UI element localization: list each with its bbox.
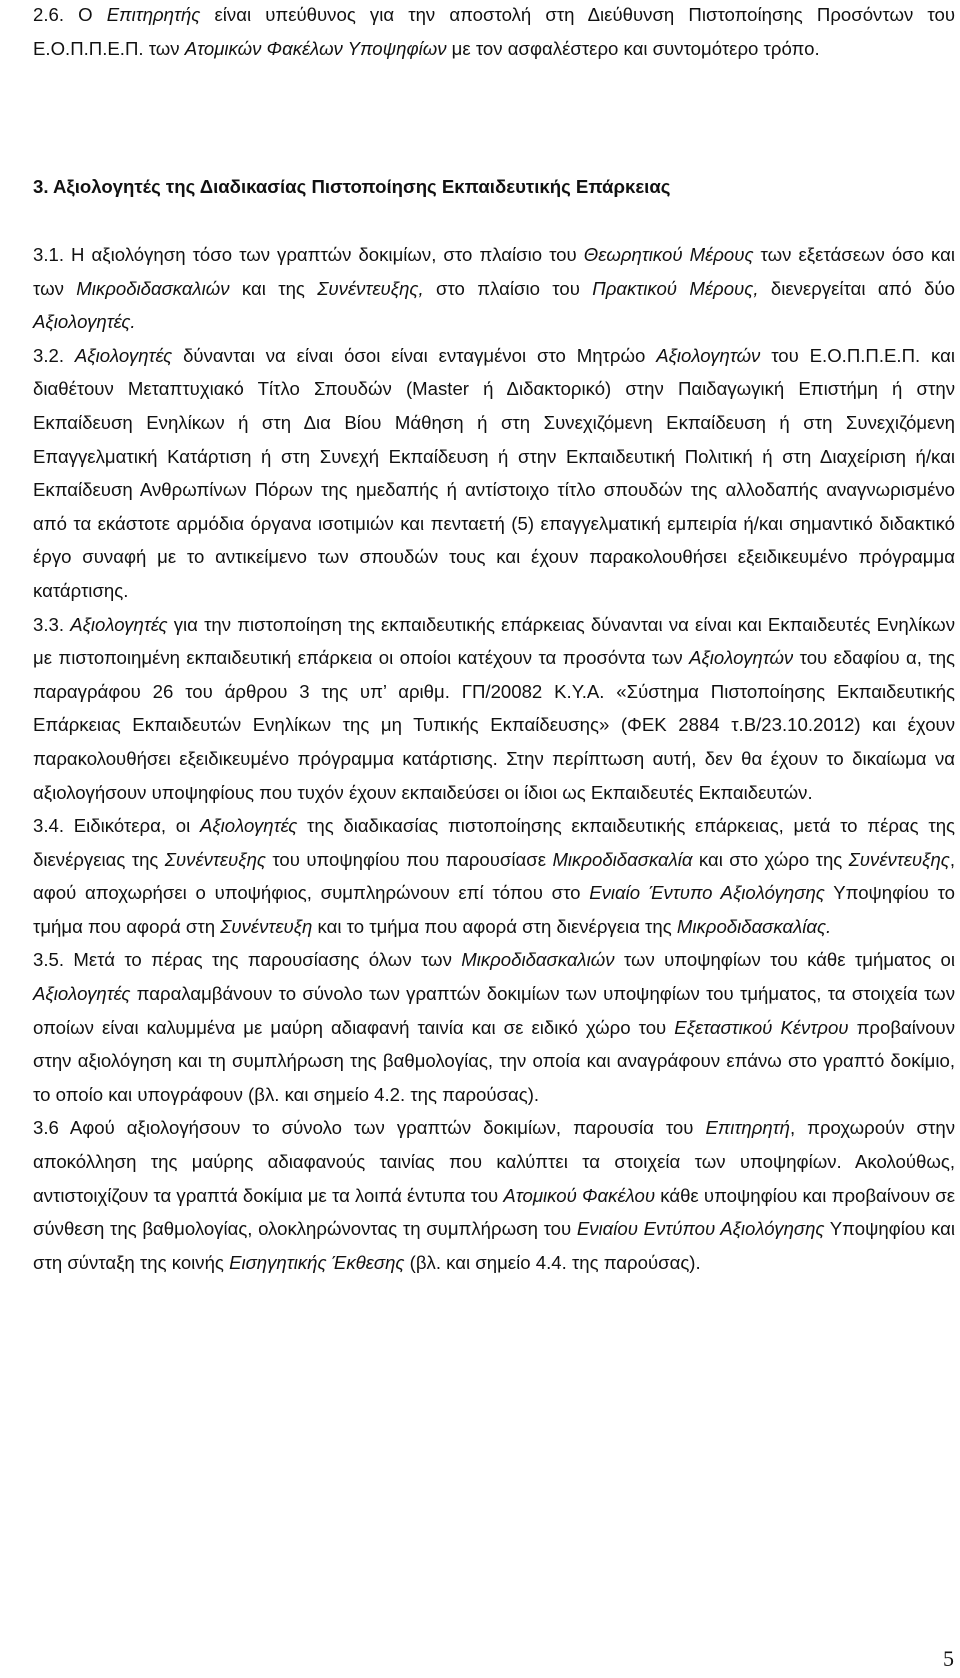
text-run: 3.3. — [33, 613, 71, 635]
italic-text-run: Ατομικού Φακέλου — [503, 1184, 656, 1206]
text-run: , αφού αποχωρήσει ο υποψήφιος, συμπληρώνουν επί τόπου στο — [33, 848, 955, 904]
italic-text-run: Ενιαίο Έντυπο Αξιολόγησης — [589, 882, 825, 904]
text-run: 3.6 Αφού αξιολογήσουν το σύνολο των γραπτών δοκιμίων, παρουσία του — [33, 1117, 706, 1139]
italic-text-run: Αξιολογητές — [74, 344, 173, 366]
text-run: προβαίνουν στην αξιολόγηση και τη συμπλήρωση της βαθμολογίας, την οποία και αναγράφουν επάνω στο γραπτό δοκίμιο, το οποίο και υπογράφουν (βλ. και σημείο 4.2. της παρούσας). — [33, 1016, 956, 1105]
page-number: 5 — [943, 1646, 954, 1671]
text-run: Υποψηφίου το τμήμα που αφορά στη — [33, 882, 955, 937]
text-run: είναι υπεύθυνος για την αποστολή στη Διεύθυνση Πιστοποίησης Προσόντων του Ε.Ο.Π.Π.Ε.Π. των — [33, 4, 955, 59]
italic-text-run: Μικροδιδασκαλίας. — [676, 915, 832, 937]
italic-text-run: Εισηγητικής Έκθεσης — [229, 1251, 405, 1273]
text-run: 3.4. Ειδικότερα, οι — [33, 815, 200, 837]
italic-text-run: Αξιολογητών — [656, 344, 761, 366]
paragraph-3-6 — [33, 1111, 955, 1279]
text-run: δύνανται να είναι όσοι είναι ενταγμένοι στο Μητρώο — [172, 344, 657, 366]
text-run: Υποψηφίου και στη σύνταξη της κοινής — [33, 1218, 955, 1273]
italic-text-run: Αξιολογητές — [199, 815, 298, 837]
text-run: διενεργείται από δύο — [758, 277, 956, 299]
text-run: και της — [229, 277, 318, 299]
text-run: παραλαμβάνουν το σύνολο των γραπτών δοκιμίων των υποψηφίων του τμήματος, τα στοιχεία των οποίων είναι καλυμμένα με μαύρη αδιαφανή ταινία και σε ειδικό χώρο του — [33, 983, 955, 1038]
text-run: κάθε υποψηφίου και προβαίνουν σε σύνθεση της βαθμολογίας, ολοκληρώνοντας τη συμπλήρωση του — [33, 1184, 955, 1240]
italic-text-run: Αξιολογητές — [70, 613, 168, 635]
italic-text-run: Συνέντευξης, — [317, 277, 424, 299]
text-run: του Ε.Ο.Π.Π.Ε.Π. και διαθέτουν Μεταπτυχιακό Τίτλο Σπουδών (Master ή Διδακτορικό) στην Παιδαγωγική Επιστήμη ή στην Εκπαίδευση Ενηλίκων ή στη Δια Βίου Μάθηση ή στη Συνεχιζόμενη Εκπαίδευση ή στη Συνεχιζόμενη Επαγγελματική Κατάρτιση ή στη Συνεχή Εκπαίδευση ή στην Εκπαιδευτική Πολιτική ή στη Διαχείριση ή/και Εκπαίδευση Ανθρωπίνων Πόρων της ημεδαπής ή αντίστοιχο τίτλο σπουδών της αλλοδαπής αναγνωρισμένο από τα εκάστοτε αρμόδια όργανα ισοτιμιών και πενταετή (5) επαγγελματική εμπειρία ή/και σημαντικό διδακτικό έργο συναφή με το αντικείμενο των σπουδών τους και έχουν παρακολουθήσει εξειδικευμένο πρόγραμμα κατάρτισης. — [33, 344, 955, 601]
text-run: της διαδικασίας πιστοποίησης εκπαιδευτικής επάρκειας, μετά το πέρας της διενέργειας της — [33, 815, 956, 870]
text-run: στο πλαίσιο του — [423, 277, 593, 299]
text-run: 3.5. Μετά το πέρας της παρουσίασης όλων των — [33, 949, 462, 971]
italic-text-run: Πρακτικού Μέρους, — [592, 277, 759, 299]
text-run: και το τμήμα που αφορά στη διενέργεια της — [312, 915, 677, 937]
italic-text-run: Αξιολογητές. — [33, 311, 136, 333]
italic-text-run: Επιτηρητής — [106, 4, 201, 25]
italic-text-run: Επιτηρητή — [705, 1117, 790, 1139]
italic-text-run: Μικροδιδασκαλιών — [461, 949, 615, 971]
paragraph-3-2 — [33, 339, 955, 608]
italic-text-run: Συνέντευξης — [164, 848, 266, 870]
italic-text-run: Συνέντευξης — [848, 848, 950, 870]
text-run: του υποψηφίου που παρουσίασε — [265, 848, 553, 870]
paragraph-2-6 — [33, 0, 955, 65]
italic-text-run: Εξεταστικού Κέντρου — [674, 1016, 849, 1038]
italic-text-run: Ατομικών Φακέλων Υποψηφίων — [184, 37, 447, 59]
text-run: 3.1. Η αξιολόγηση τόσο των γραπτών δοκιμίων, στο πλαίσιο του — [33, 244, 584, 265]
text-run: των υποψηφίων του κάθε τμήματος οι — [614, 949, 955, 971]
italic-text-run: Αξιολογητές — [33, 983, 131, 1005]
text-run: , προχωρούν στην αποκόλληση της μαύρης αδιαφανούς ταινίας που καλύπτει τα στοιχεία των υποψηφίων. Ακολούθως, αντιστοιχίζουν τα γραπτά δοκίμια με τα λοιπά έντυπα του — [33, 1117, 955, 1206]
italic-text-run: Αξιολογητών — [689, 647, 794, 669]
italic-text-run: Μικροδιδασκαλιών — [76, 277, 230, 299]
text-run: του εδαφίου α, της παραγράφου 26 του άρθρου 3 της υπ’ αριθμ. ΓΠ/20082 Κ.Υ.Α. «Σύστημα Πιστοποίησης Εκπαιδευτικής Επάρκειας Εκπαιδευτών Ενηλίκων της μη Τυπικής Εκπαίδευσης» (ΦΕΚ 2884 τ.Β/23.10.2012) και έχουν παρακολουθήσει εξειδικευμένο πρόγραμμα κατάρτισης. Στην περίπτωση αυτή, δεν θα έχουν το δικαίωμα να αξιολογήσουν υποψηφίους που τυχόν έχουν εκπαιδεύσει οι ίδιοι ως Εκπαιδευτές Εκπαιδευτών. — [33, 647, 956, 803]
section-3-body — [33, 238, 955, 1279]
text-run: 2.6. Ο — [33, 4, 107, 25]
section-heading-3: 3. Αξιολογητές της Διαδικασίας Πιστοποίησης Εκπαιδευτικής Επάρκειας — [33, 176, 671, 197]
text-run: των εξετάσεων όσο και των — [33, 244, 955, 299]
text-run: (βλ. και σημείο 4.4. της παρούσας). — [404, 1251, 701, 1273]
paragraph-3-3 — [33, 608, 955, 810]
paragraph-3-4 — [33, 809, 955, 943]
paragraph-3-5 — [33, 943, 955, 1111]
text-run: για την πιστοποίηση της εκπαιδευτικής επάρκειας δύνανται να είναι και Εκπαιδευτές Ενηλίκων με πιστοποιημένη εκπαιδευτική επάρκεια οι οποίοι κατέχουν τα προσόντα των — [33, 613, 955, 669]
italic-text-run: Θεωρητικού Μέρους — [583, 244, 754, 265]
text-run: 3.2. — [33, 344, 75, 366]
text-run: και στο χώρο της — [692, 848, 849, 870]
italic-text-run: Μικροδιδασκαλία — [552, 848, 693, 870]
italic-text-run: Ενιαίου Εντύπου Αξιολόγησης — [576, 1218, 825, 1240]
text-run: με τον ασφαλέστερο και συντομότερο τρόπο. — [446, 37, 820, 59]
italic-text-run: Συνέντευξη — [220, 915, 313, 937]
paragraph-3-1 — [33, 238, 955, 339]
